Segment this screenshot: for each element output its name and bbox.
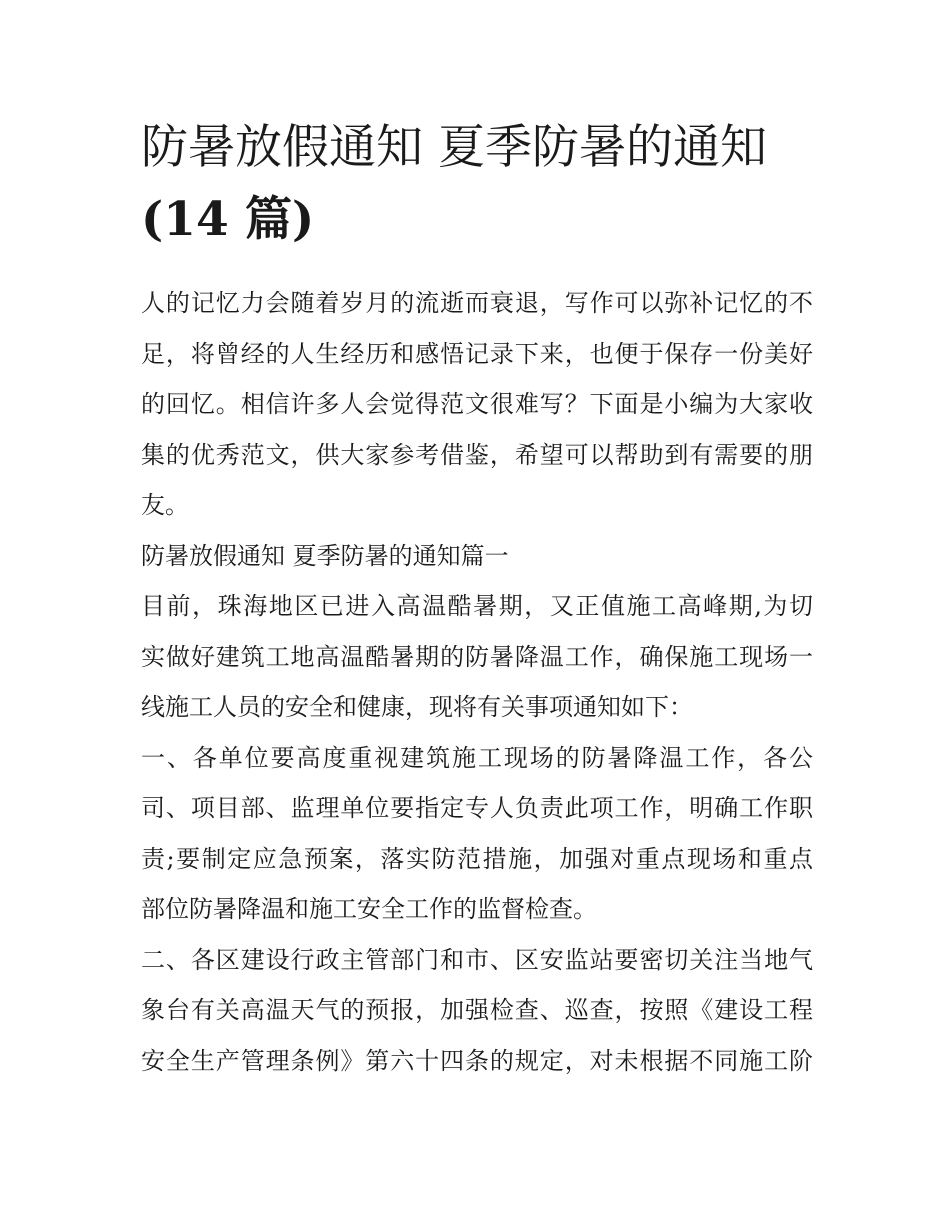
text-line: 一、各单位要高度重视建筑施工现场的防暑降温工作，各公: [141, 743, 813, 772]
intro-paragraph: [141, 278, 813, 531]
notice-paragraph: [141, 581, 813, 733]
text-line: 象台有关高温天气的预报，加强检查、巡查，按照《建设工程: [141, 996, 813, 1024]
document-title: [141, 112, 813, 256]
text-line: 安全生产管理条例》第六十四条的规定，对未根据不同施工阶: [141, 1046, 813, 1075]
text-line: 司、项目部、监理单位要指定专人负责此项工作，明确工作职: [141, 794, 813, 822]
document-body: [141, 278, 813, 1086]
title-line-2: (14 篇): [141, 192, 315, 247]
text-line: 人的记忆力会随着岁月的流逝而衰退，写作可以弥补记忆的不: [141, 289, 813, 317]
text-line: 友。: [141, 491, 189, 519]
item-two-paragraph: [141, 935, 813, 1087]
document-page: [141, 112, 813, 1086]
text-line: 实做好建筑工地高温酷暑期的防暑降温工作，确保施工现场一: [141, 642, 813, 671]
text-line: 足，将曾经的人生经历和感悟记录下来，也便于保存一份美好: [141, 339, 813, 368]
text-line: 责;要制定应急预案，落实防范措施，加强对重点现场和重点: [141, 844, 813, 873]
text-line: 线施工人员的安全和健康，现将有关事项通知如下：: [141, 693, 693, 721]
text-line: 目前，珠海地区已进入高温酷暑期，又正值施工高峰期,为切: [141, 592, 813, 620]
item-one-paragraph: [141, 733, 813, 935]
section-heading: [141, 531, 813, 582]
text-line: 防暑放假通知 夏季防暑的通知篇一: [141, 541, 509, 570]
text-line: 的回忆。相信许多人会觉得范文很难写？下面是小编为大家收: [141, 390, 813, 418]
text-line: 集的优秀范文，供大家参考借鉴，希望可以帮助到有需要的朋: [141, 440, 813, 469]
text-line: 二、各区建设行政主管部门和市、区安监站要密切关注当地气: [141, 945, 813, 974]
text-line: 部位防暑降温和施工安全工作的监督检查。: [141, 895, 597, 923]
title-line-1: 防暑放假通知 夏季防暑的通知: [141, 120, 767, 175]
